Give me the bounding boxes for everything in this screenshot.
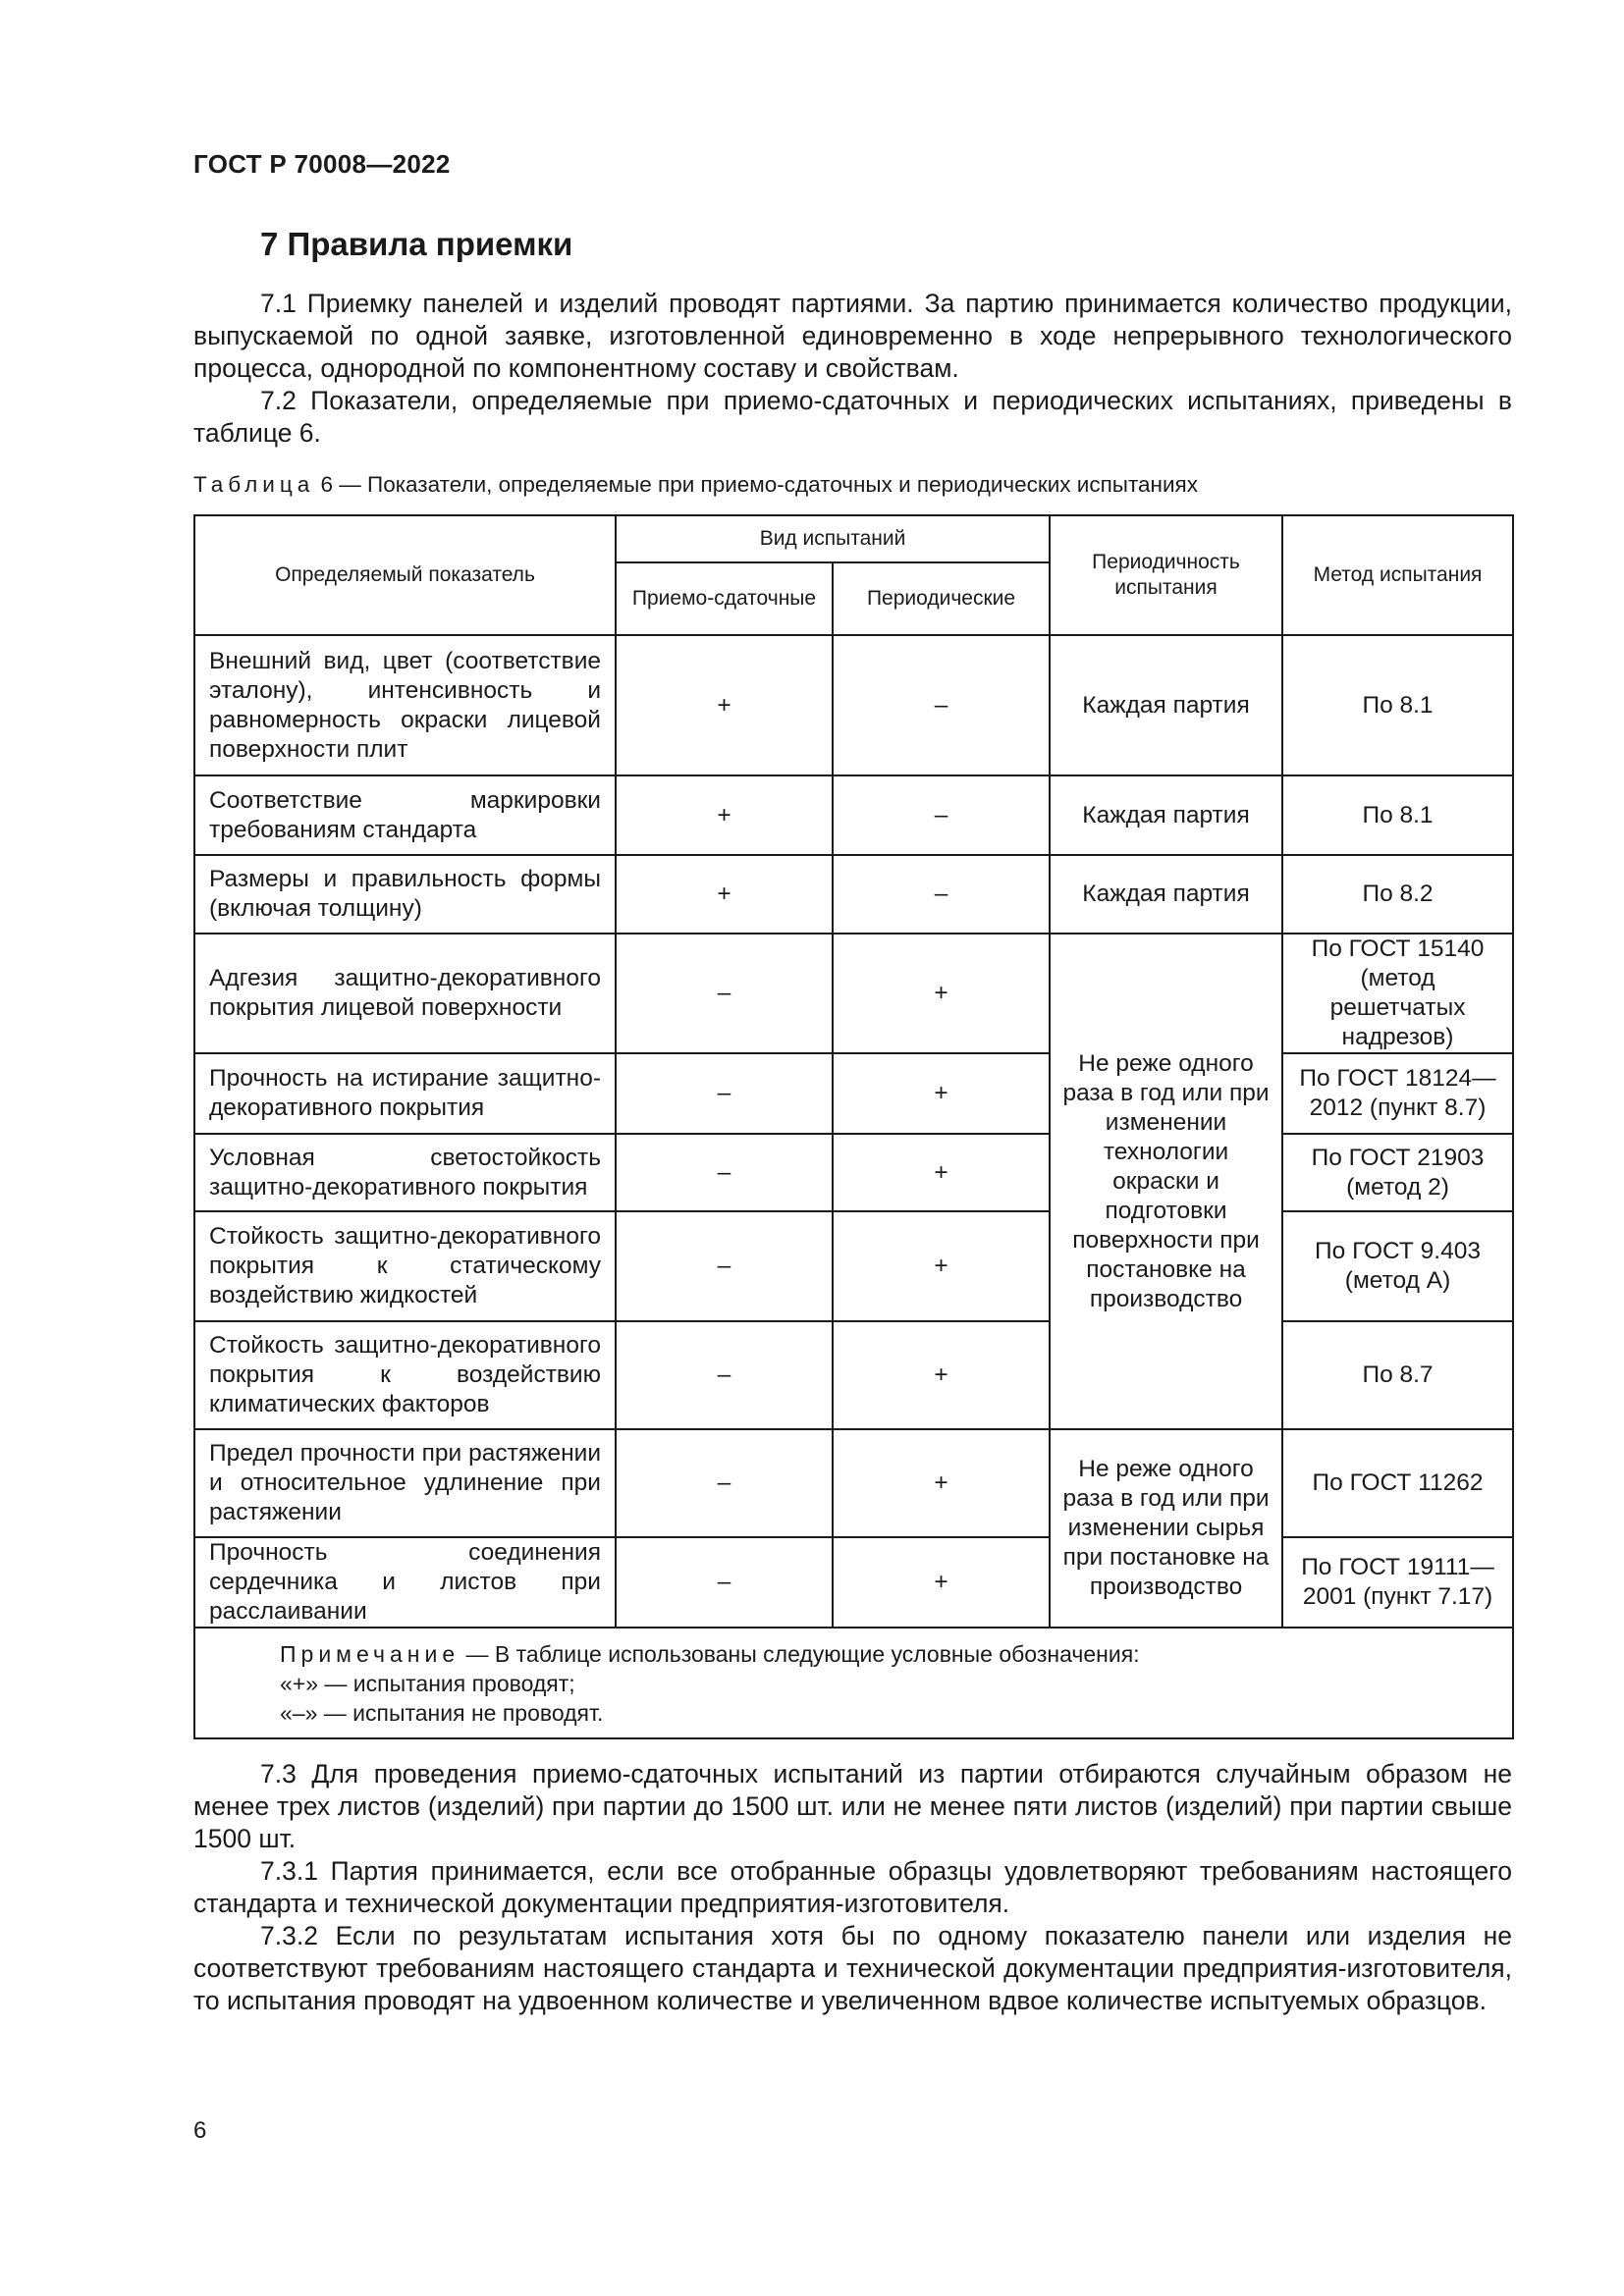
cell-method: По ГОСТ 11262 [1282, 1429, 1513, 1537]
cell-acceptance: – [616, 1134, 833, 1211]
cell-frequency-merged-1: Не реже одного раза в год или при изменении технологии окраски и подготовки поверхности при постановке на производство [1050, 934, 1282, 1429]
table-note-label: Примечание [280, 1640, 460, 1667]
cell-periodic: – [833, 855, 1050, 934]
cell-periodic: + [833, 1053, 1050, 1134]
cell-acceptance: + [616, 635, 833, 775]
table-row [194, 1429, 1513, 1537]
page-number: 6 [193, 2117, 207, 2144]
cell-periodic: + [833, 1321, 1050, 1429]
paragraph-7-3-2: 7.3.2 Если по результатам испытания хотя бы по одному показателю панели или изделия не соответствуют требованиям настоящего стандарта и технической документации предприятия-изготовителя, то испытания проводят на удвоенном количестве и увеличенном вдвое количестве испытуемых образцов. [193, 1921, 1512, 2015]
table-caption-text: 6 — Показатели, определяемые при приемо-сдаточных и периодических испытаниях [320, 472, 1198, 497]
cell-method: По ГОСТ 15140 (метод решетчатых надрезов) [1282, 934, 1513, 1053]
table-row [194, 855, 1513, 934]
header-frequency: Периодичность испытания [1050, 515, 1282, 635]
table-row [194, 1211, 1513, 1321]
paragraph-7-3-1: 7.3.1 Партия принимается, если все отобранные образцы удовлетворяют требованиям настоящего стандарта и технической документации предприятия-изготовителя. [193, 1856, 1512, 1918]
table-note-intro [280, 1639, 1512, 1669]
cell-method: По 8.1 [1282, 775, 1513, 855]
cell-indicator: Внешний вид, цвет (соответствие эталону), интенсивность и равномерность окраски лицевой поверхности плит [194, 635, 616, 775]
cell-method: По 8.1 [1282, 635, 1513, 775]
cell-method: По ГОСТ 21903 (метод 2) [1282, 1134, 1513, 1211]
table-note [194, 1628, 1513, 1738]
cell-acceptance: – [616, 1429, 833, 1537]
cell-acceptance: – [616, 934, 833, 1053]
cell-method: По ГОСТ 18124—2012 (пункт 8.7) [1282, 1053, 1513, 1134]
cell-periodic: – [833, 775, 1050, 855]
header-acceptance: Приемо-сдаточные [616, 562, 833, 635]
table-caption [193, 472, 1198, 498]
cell-periodic: + [833, 1134, 1050, 1211]
paragraph-7-2: 7.2 Показатели, определяемые при приемо-сдаточных и периодических испытаниях, приведены в таблице 6. [193, 386, 1512, 448]
cell-acceptance: – [616, 1537, 833, 1628]
table-row [194, 1537, 1513, 1628]
cell-frequency: Каждая партия [1050, 775, 1282, 855]
cell-acceptance: – [616, 1211, 833, 1321]
table-row [194, 635, 1513, 775]
header-test-type: Вид испытаний [616, 515, 1050, 562]
cell-indicator: Стойкость защитно-декоративного покрытия к воздействию климатических факторов [194, 1321, 616, 1429]
cell-acceptance: – [616, 1053, 833, 1134]
table-note-line-2: «–» — испытания не проводят. [280, 1699, 604, 1726]
cell-indicator: Прочность на истирание защитно-декоративного покрытия [194, 1053, 616, 1134]
table-row [194, 775, 1513, 855]
cell-indicator: Размеры и правильность формы (включая толщину) [194, 855, 616, 934]
table-6 [193, 514, 1514, 1739]
cell-periodic: – [833, 635, 1050, 775]
cell-acceptance: + [616, 855, 833, 934]
table-caption-label: Таблица [193, 472, 315, 497]
cell-indicator: Предел прочности при растяжении и относительное удлинение при растяжении [194, 1429, 616, 1537]
table-row [194, 1321, 1513, 1429]
table-note-line-1: «+» — испытания проводят; [280, 1670, 575, 1696]
cell-indicator: Условная светостойкость защитно-декоративного покрытия [194, 1134, 616, 1211]
cell-indicator: Адгезия защитно-декоративного покрытия лицевой поверхности [194, 934, 616, 1053]
cell-periodic: + [833, 934, 1050, 1053]
table-row [194, 1134, 1513, 1211]
cell-method: По ГОСТ 19111—2001 (пункт 7.17) [1282, 1537, 1513, 1628]
table-row [194, 1053, 1513, 1134]
cell-method: По 8.2 [1282, 855, 1513, 934]
header-periodic: Периодические [833, 562, 1050, 635]
section-title: 7 Правила приемки [260, 226, 573, 262]
cell-method: По ГОСТ 9.403 (метод А) [1282, 1211, 1513, 1321]
cell-frequency: Каждая партия [1050, 635, 1282, 775]
paragraph-7-3: 7.3 Для проведения приемо-сдаточных испытаний из партии отбираются случайным образом не менее трех листов (изделий) при партии до 1500 шт. или не менее пяти листов (изделий) при партии свыше 1500 шт. [193, 1759, 1512, 1853]
cell-acceptance: + [616, 775, 833, 855]
document-code-header: ГОСТ Р 70008—2022 [193, 149, 451, 179]
table-row [194, 934, 1513, 1053]
cell-frequency-merged-2: Не реже одного раза в год или при изменении сырья при постановке на производство [1050, 1429, 1282, 1628]
cell-acceptance: – [616, 1321, 833, 1429]
header-method: Метод испытания [1282, 515, 1513, 635]
cell-periodic: + [833, 1537, 1050, 1628]
cell-periodic: + [833, 1211, 1050, 1321]
cell-indicator: Прочность соединения сердечника и листов при расслаивании [194, 1537, 616, 1628]
cell-indicator: Соответствие маркировки требованиям стандарта [194, 775, 616, 855]
paragraph-7-1: 7.1 Приемку панелей и изделий проводят партиями. За партию принимается количество продукции, выпускаемой по одной заявке, изготовленной единовременно в ходе непрерывного технологического процесса, однородной по компонентному составу и свойствам. [193, 289, 1512, 383]
cell-indicator: Стойкость защитно-декоративного покрытия к статическому воздействию жидкостей [194, 1211, 616, 1321]
table-note-intro-text: — В таблице использованы следующие условные обозначения: [460, 1640, 1140, 1667]
cell-periodic: + [833, 1429, 1050, 1537]
cell-method: По 8.7 [1282, 1321, 1513, 1429]
cell-frequency: Каждая партия [1050, 855, 1282, 934]
header-indicator: Определяемый показатель [194, 515, 616, 635]
